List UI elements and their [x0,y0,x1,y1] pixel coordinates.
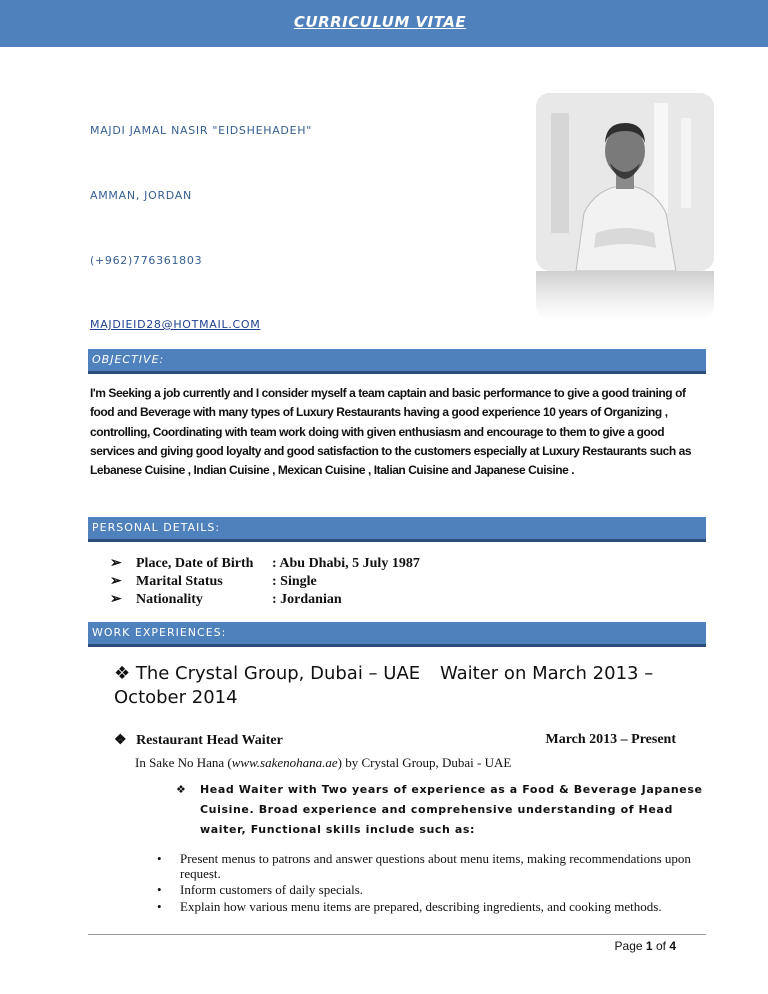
page-current: 1 [645,939,653,953]
page-number [615,939,676,953]
objective-section-header [88,349,706,374]
detail-value: : Single [272,574,317,589]
document-title: CURRICULUM VITAE [293,13,467,31]
arrow-bullet-icon: ➢ [110,574,122,589]
duties-list [155,852,700,916]
job-place [135,755,511,771]
work-summary-heading [114,662,674,710]
page-total: 4 [669,939,676,953]
job-title-row [114,732,676,749]
page-of-label: of [655,939,666,953]
objective-text: I'm Seeking a job currently and I consider myself a team captain and basic performance to give a good training of food and Beverage with many types of Luxury Restaurants having a good experience 10 years of Organizing , controlling, Coordinating with team work doing with given enthusiasm and encourage to them to give a good services and giving good loyalty and good satisfaction to the customers especially at Luxury Restaurants such as Lebanese Cuisine , Indian Cuisine , Mexican Cuisine , Italian Cuisine and Japanese Cuisine . [90,386,692,478]
candidate-name: MAJDI JAMAL NASIR "EIDSHEHADEH" [90,124,312,137]
page-label: Page [614,939,643,953]
summary-role: Waiter on March 2013 – [440,663,654,684]
candidate-location: AMMAN, JORDAN [90,189,192,202]
bullet-icon: • [157,851,162,866]
duty-text: Inform customers of daily specials. [180,882,364,897]
footer-divider [88,934,706,935]
duty-text: Explain how various menu items are prepared, describing ingredients, and cooking methods. [180,898,662,914]
job-description [176,780,706,840]
detail-value: : Jordanian [272,592,342,607]
candidate-phone: (+962)776361803 [90,254,203,267]
job-description-text: Head Waiter with Two years of experience as a Food & Beverage Japanese Cuisine. Broad experience and comprehensive understanding of Head waiter, Functional skills include such as: [200,783,703,836]
arrow-bullet-icon: ➢ [110,592,122,607]
job-dates: March 2013 – Present [545,732,676,747]
personal-section-header [88,517,706,542]
detail-label: Marital Status [136,574,223,589]
work-section-header [88,622,706,647]
personal-heading: PERSONAL DETAILS: [92,521,221,534]
job-place-url: www.sakenohana.ae [231,755,338,770]
list-item [155,852,700,881]
person-portrait-icon [536,93,714,271]
detail-label: Place, Date of Birth [136,556,254,571]
detail-label: Nationality [136,592,203,607]
summary-end: October 2014 [114,687,238,708]
profile-photo [536,93,714,320]
bullet-icon: • [157,882,162,897]
arrow-bullet-icon: ➢ [110,556,122,571]
work-heading: WORK EXPERIENCES: [92,626,227,639]
job-place-suffix: ) by Crystal Group, Dubai - UAE [337,755,512,770]
list-item [155,883,700,898]
job-title: Restaurant Head Waiter [136,733,283,748]
list-item [155,900,700,915]
bullet-icon: • [157,898,162,914]
objective-heading: OBJECTIVE: [92,353,165,366]
duty-text: Present menus to patrons and answer questions about menu items, making recommendations upon request. [180,851,691,881]
header-bar [0,0,768,47]
detail-value: : Abu Dhabi, 5 July 1987 [272,556,420,571]
job-place-prefix: In Sake No Hana ( [135,755,232,770]
candidate-email-link[interactable]: MAJDIEID28@HOTMAIL.COM [90,318,261,331]
diamond-bullet-icon: ❖ [114,733,127,748]
diamond-bullet-icon: ❖ [176,783,187,796]
summary-company: ❖ The Crystal Group, Dubai – UAE [114,663,421,684]
